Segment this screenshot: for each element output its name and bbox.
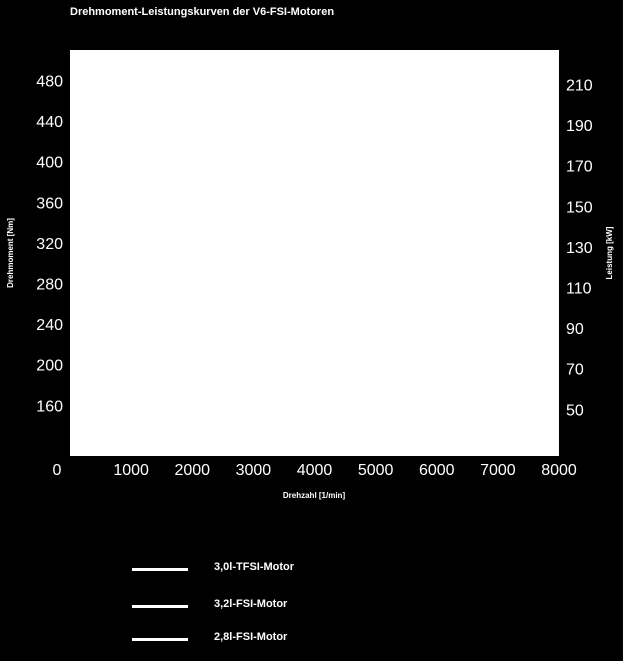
x-tick-label: 4000 <box>296 462 333 479</box>
x-tick-label: 7000 <box>480 462 516 479</box>
legend-swatch <box>132 605 188 608</box>
legend-item <box>132 631 452 647</box>
y-right-tick-label: 70 <box>566 361 584 379</box>
legend-label: 2,8l-FSI-Motor <box>214 631 288 643</box>
y-left-tick-label: 480 <box>36 73 63 91</box>
x-tick-label: 1000 <box>113 462 149 479</box>
chart-title: Drehmoment-Leistungskurven der V6-FSI-Motoren <box>70 6 335 18</box>
y-left-tick-label: 240 <box>36 317 63 335</box>
y-left-tick-label: 400 <box>36 154 63 172</box>
x-tick-label: 8000 <box>541 462 577 479</box>
y-right-tick-label: 130 <box>566 239 593 257</box>
y-right-tick-label: 50 <box>566 402 584 420</box>
x-axis-label: Drehzahl [1/min] <box>282 491 346 500</box>
y-left-tick-label: 160 <box>36 398 63 416</box>
y-right-tick-label: 150 <box>566 199 593 217</box>
x-tick-label: 6000 <box>418 462 455 479</box>
legend-swatch <box>132 568 188 571</box>
x-tick-label: 2000 <box>174 462 211 479</box>
legend-item <box>132 598 452 614</box>
y-right-tick-label: 210 <box>566 77 593 95</box>
y-right-tick-label: 190 <box>566 118 593 136</box>
y-left-tick-label: 200 <box>36 357 63 375</box>
x-tick-label: 3000 <box>235 462 272 479</box>
x-tick-label: 0 <box>52 462 62 479</box>
y-right-tick-label: 90 <box>566 321 584 339</box>
legend-item <box>132 561 452 577</box>
y-left-tick-label: 280 <box>36 276 63 294</box>
plot-area <box>70 50 559 456</box>
legend-label: 3,0l-TFSI-Motor <box>214 561 295 573</box>
legend-swatch <box>132 638 188 641</box>
y-left-tick-label: 360 <box>36 195 63 213</box>
y-left-tick-label: 320 <box>36 235 63 253</box>
y-left-tick-label: 440 <box>36 114 63 132</box>
y-right-tick-label: 110 <box>566 280 592 298</box>
y-axis-label-right: Leistung [kW] <box>605 226 614 280</box>
legend-label: 3,2l-FSI-Motor <box>214 598 288 610</box>
x-tick-label: 5000 <box>357 462 394 479</box>
y-axis-label-left: Drehmoment [Nm] <box>6 218 15 288</box>
y-right-tick-label: 170 <box>566 158 593 176</box>
